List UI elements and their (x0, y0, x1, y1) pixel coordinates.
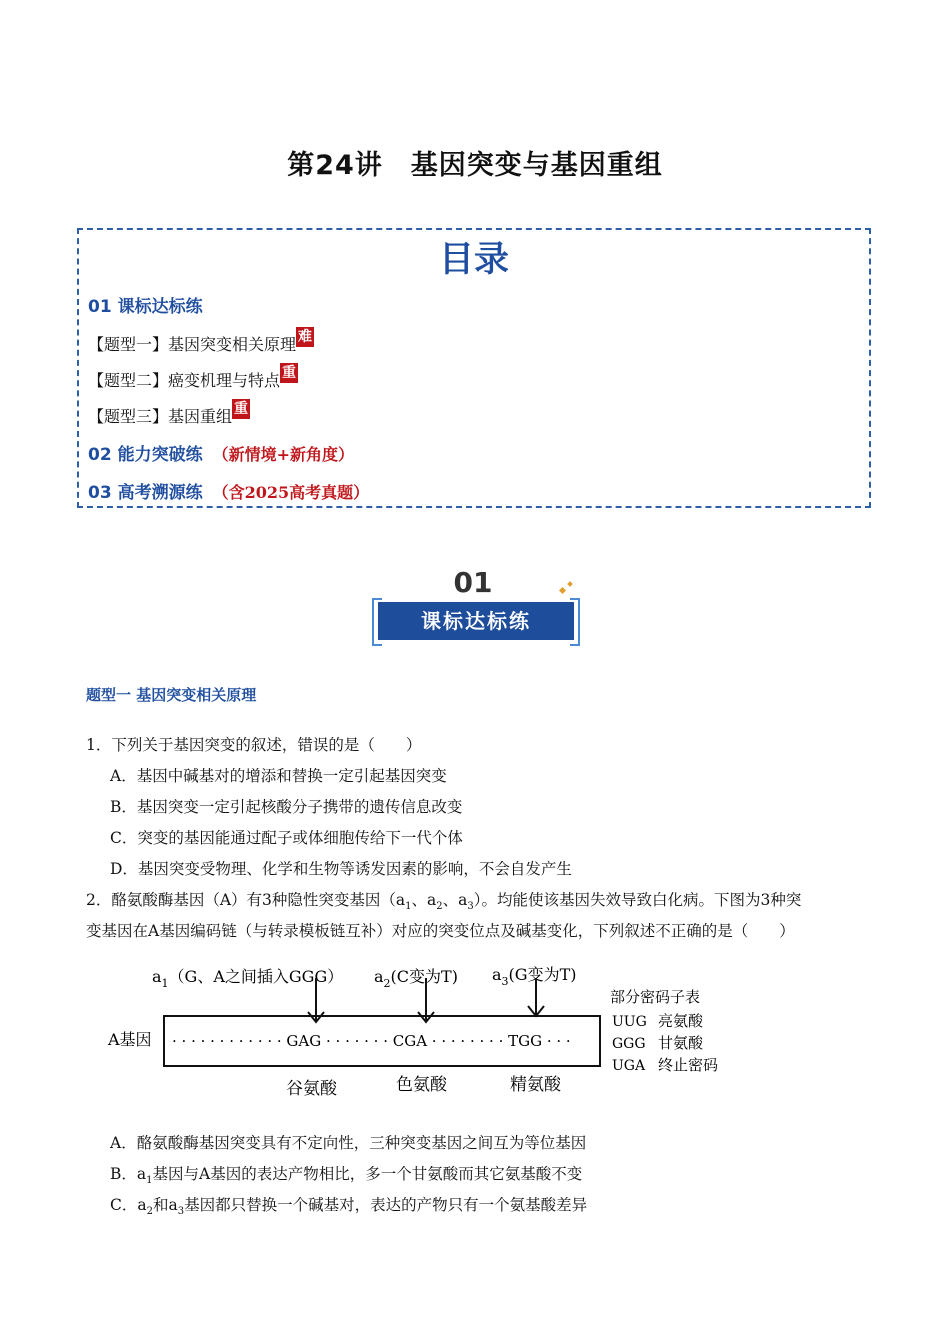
codon-table-title: 部分密码子表 (610, 988, 701, 1006)
section-banner (368, 566, 583, 646)
toc-item-label: 【题型一】基因突变相关原理 (88, 335, 297, 354)
importance-badge: 重 (234, 401, 249, 417)
subscript: 2 (146, 1206, 153, 1218)
label-a3: $a_3(G$变为T) (492, 965, 577, 988)
subscript: 1 (405, 901, 412, 913)
question-2-option-b (110, 1164, 582, 1191)
toc-section-3[interactable] (88, 478, 369, 503)
toc-item-type-1[interactable] (88, 329, 314, 355)
page-title: 第24讲 基因突变与基因重组 (287, 150, 663, 181)
stem-text: 、a (411, 891, 437, 909)
gene-label: A基因 (108, 1030, 152, 1049)
option-text: 基因都只替换一个碱基对，表达的产物只有一个氨基酸差异 (184, 1196, 588, 1214)
question-2-option-a: A．酪氨酸酶基因突变具有不定向性，三种突变基因之间互为等位基因 (110, 1134, 587, 1152)
toc-item-label: 【题型三】基因重组 (88, 407, 233, 426)
codon-2-aa: 甘氨酸 (658, 1034, 704, 1052)
question-2-stem-line-1 (86, 890, 801, 917)
toc-section-2-note: （新情境+新角度） (212, 445, 354, 464)
toc-section-1-label: 01 课标达标练 (88, 297, 203, 317)
toc-heading: 目录 (438, 240, 509, 280)
subscript: 3 (177, 1206, 185, 1218)
amino-acid-3: 精氨酸 (510, 1075, 561, 1095)
codon-3-aa: 终止密码 (658, 1056, 719, 1074)
question-1-option-b: B．基因突变一定引起核酸分子携带的遗传信息改变 (110, 798, 463, 816)
type-heading: 题型一 基因突变相关原理 (86, 686, 257, 704)
codon-2: GGG (612, 1036, 646, 1052)
banner-label: 课标达标练 (378, 602, 574, 640)
option-text: C．a (110, 1196, 147, 1214)
toc-section-3-label: 03 高考溯源练 (88, 483, 203, 503)
banner-number: 01 (453, 566, 493, 599)
option-text: 和a (152, 1196, 178, 1214)
toc-section-2-label: 02 能力突破练 (88, 445, 203, 465)
stem-text: 、a (442, 891, 468, 909)
toc-item-type-2[interactable] (88, 365, 298, 391)
toc-section-3-note: （含2025高考真题） (212, 483, 370, 502)
question-1-option-c: C．突变的基因能通过配子或体细胞传给下一代个体 (110, 829, 463, 847)
label-a2: $a_2(C$变为T) (374, 967, 458, 990)
difficulty-badge: 难 (298, 329, 313, 345)
question-1-option-d: D．基因突变受物理、化学和生物等诱发因素的影响，不会自发产生 (110, 860, 572, 878)
option-text: 基因与A基因的表达产物相比，多一个甘氨酸而其它氨基酸不变 (152, 1165, 583, 1183)
codon-3: UGA (612, 1058, 646, 1074)
question-2-option-c (110, 1195, 587, 1222)
toc-item-label: 【题型二】癌变机理与特点 (88, 371, 281, 390)
option-text: B．a (110, 1165, 147, 1183)
toc-section-2[interactable] (88, 440, 354, 465)
toc-section-1[interactable] (88, 292, 203, 317)
subscript: 3 (467, 901, 474, 913)
stem-text: 2．酪氨酸酶基因（A）有3种隐性突变基因（a (86, 891, 406, 909)
table-of-contents (77, 228, 871, 508)
codon-1-aa: 亮氨酸 (658, 1012, 704, 1030)
question-1-option-a: A．基因中碱基对的增添和替换一定引起基因突变 (110, 767, 447, 785)
label-a1: $a_1(G$、A之间插入GGG） (152, 967, 344, 990)
importance-badge: 重 (282, 365, 297, 381)
gene-sequence: · · · · · · · · · · · · GAG · · · · · · · CGA · · · · · · · · TGG · · · (172, 1032, 571, 1050)
amino-acid-1: 谷氨酸 (286, 1079, 337, 1099)
toc-item-type-3[interactable] (88, 401, 250, 427)
amino-acid-2: 色氨酸 (396, 1075, 447, 1095)
stem-text: ）。均能使该基因失效导致白化病。下图为3种突 (473, 891, 802, 909)
question-2-stem-line-2: 变基因在A基因编码链（与转录模板链互补）对应的突变位点及碱基变化，下列叙述不正确的是（ ） (86, 922, 795, 940)
subscript: 2 (436, 901, 443, 913)
question-1-stem: 1．下列关于基因突变的叙述，错误的是（ ） (86, 736, 422, 754)
subscript: 1 (146, 1175, 153, 1187)
mutation-diagram (100, 956, 760, 1106)
codon-1: UUG (612, 1014, 647, 1030)
